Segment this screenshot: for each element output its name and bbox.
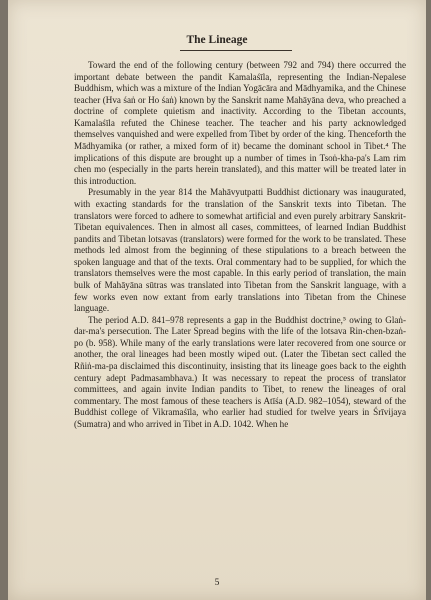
page-number: 5 bbox=[214, 578, 220, 588]
paragraph: The period A.D. 841–978 represents a gap in the Buddhist doctrine,⁵ owing to Glaṅ-dar-ma's persecution. The Later Spread begins with the life of the lotsava Rin-chen-bzaṅ-po (b. 958). While many of the early translations were later recovered from one source or another, the oral lineages had been mostly wiped out. (Later the Tibetan sect called the Rñiṅ-ma-pa disclaimed this discontinuity, insisting that its lineage goes back to the eighth century adept Padmasambhava.) It was necessary to repeat the process of translator committees, and again invite Indian pandits to Tibet, to renew the lineages of oral commentary. The most famous of these teachers is Atīśa (A.D. 982–1054), steward of the Buddhist college of Vikramaśīla, who earlier had studied for twelve years in Śrīvijaya (Sumatra) and who arrived in Tibet in A.D. 1042. When he bbox=[74, 314, 406, 429]
header-rule bbox=[180, 50, 292, 51]
body-text bbox=[74, 60, 406, 431]
running-head: The Lineage bbox=[186, 34, 248, 46]
paragraph: Presumably in the year 814 the Mahāvyutpatti Buddhist dictionary was inaugurated, with exacting standards for the translation of the Sanskrit texts into Tibetan. The translators were forced to adhere to somewhat artificial and even purely arbitrary Sanskrit-Tibetan equivalences. Then in almost all cases, committees, of learned Indian Buddhist pandits and Tibetan lotsavas (translators) were formed for the work to be translated. These methods led almost from the beginning of these stipulations to a breach between the spoken language and that of the texts. Oral commentary had to be supplied, for which the translators themselves were the most capable. In this early period of translation, the main bulk of Mahāyāna sūtras was translated into Tibetan from the Sanskrit language, with a few works even now extant from early translations into Tibetan from the Chinese language. bbox=[74, 187, 406, 314]
paragraph: Toward the end of the following century (between 792 and 794) there occurred the important debate between the pandit Kamalaśīla, representing the Indian-Nepalese Buddhism, which was a mixture of the Indian Yogācāra and Mādhyamika, and the Chinese teacher (Hva śaṅ or Ho śaṅ) known by the Sanskrit name Mahāyāna deva, who preached a doctrine of complete quietism and inactivity. According to the Tibetan accounts, Kamalaśīla refuted the Chinese teacher. The teacher and his party acknowledged themselves vanquished and were expelled from Tibet by order of the king. Thenceforth the Mādhyamika (or rather, a mixed form of it) became the dominant school in Tibet.⁴ The implications of this dispute are brought up a number of times in Tsoṅ-kha-pa's Lam rim chen mo (especially in the parts herein translated), and this matter will be treated later in this introduction. bbox=[74, 60, 406, 186]
book-page bbox=[8, 0, 426, 600]
